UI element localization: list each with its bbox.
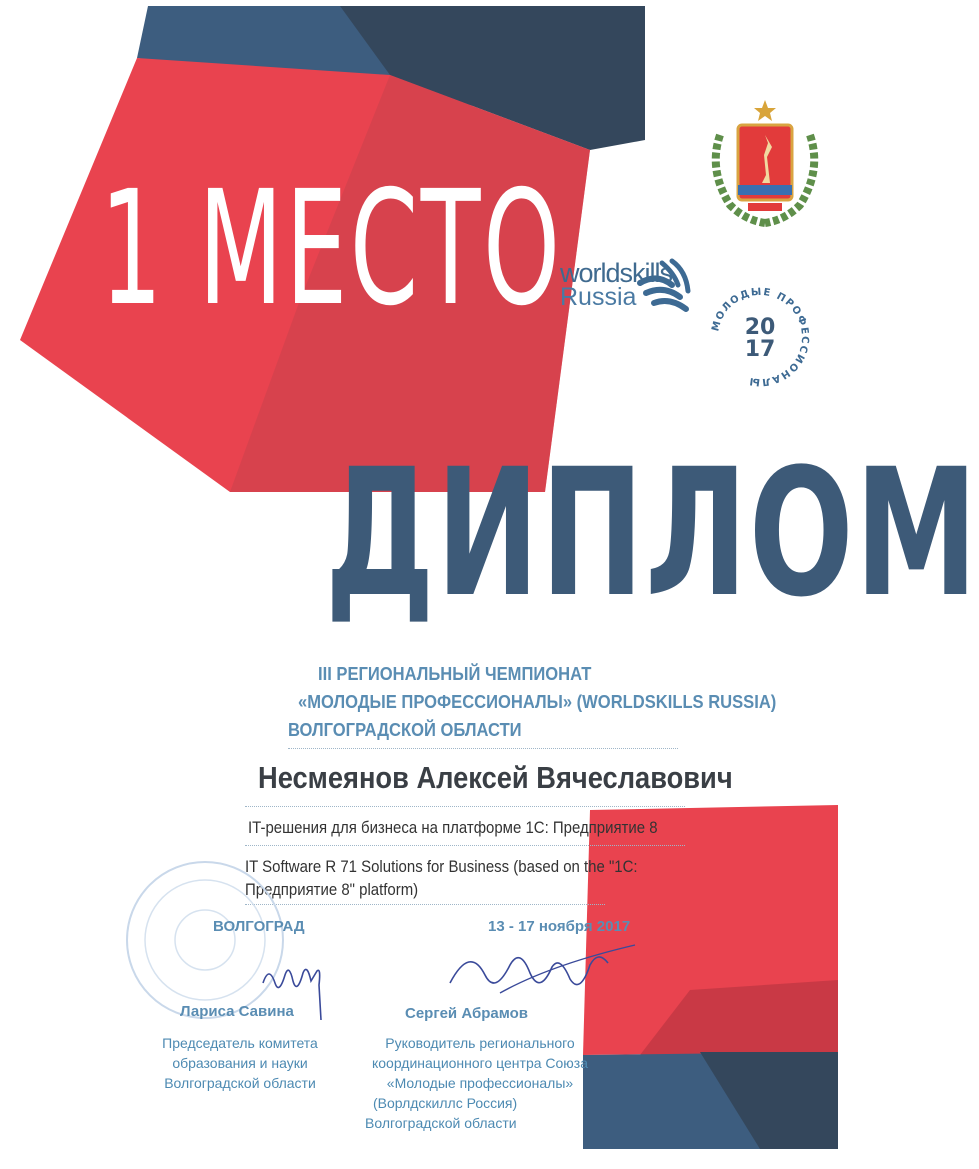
young-professionals-badge: [705, 282, 815, 392]
competency-en-line-1: IT Software R 71 Solutions for Business (based on the "1С:: [245, 857, 638, 876]
worldskills-wordmark: worldskills: [560, 258, 673, 288]
right-role-line: «Молодые профессионалы»: [386, 1075, 574, 1091]
worldskills-country: Russia: [560, 283, 637, 311]
badge-ring-text: МОЛОДЫЕ ПРОФЕССИОНАЛЫ: [710, 286, 811, 388]
diploma-title: ДИПЛОМ: [325, 431, 979, 636]
left-role-line: Председатель комитета: [162, 1035, 318, 1051]
left-signer-name: Лариса Савина: [180, 1003, 294, 1020]
place-title: 1 МЕСТО: [100, 157, 563, 341]
right-signer-name: Сергей Абрамов: [405, 1005, 529, 1022]
left-signer-role: [150, 1033, 330, 1093]
right-role-line: координационного центра Союза: [371, 1055, 589, 1071]
dotted-divider: [245, 806, 685, 807]
signature-right: [440, 935, 640, 1015]
competency-en-line-2: Предприятие 8" platform): [245, 880, 419, 899]
badge-year-bottom: 17: [744, 337, 776, 362]
championship-line-1: III РЕГИОНАЛЬНЫЙ ЧЕМПИОНАТ: [318, 664, 592, 684]
badge-year-top: 20: [744, 315, 776, 340]
championship-line-3: ВОЛГОГРАДСКОЙ ОБЛАСТИ: [288, 720, 522, 740]
right-signer-role: [365, 1033, 595, 1133]
right-role-line: Руководитель регионального: [385, 1035, 575, 1051]
event-city: ВОЛГОГРАД: [213, 918, 305, 935]
recipient-name: Несмеянов Алексей Вячеславович: [258, 760, 733, 795]
event-dates: 13 - 17 ноября 2017: [488, 918, 631, 935]
left-role-line: Волгоградской области: [164, 1075, 316, 1091]
right-role-line: (Ворлдскиллс Россия): [373, 1095, 518, 1111]
coat-of-arms-icon: [700, 95, 830, 230]
left-role-line: образования и науки: [172, 1055, 308, 1071]
dotted-divider: [245, 845, 685, 846]
right-role-line: Волгоградской области: [365, 1115, 517, 1131]
dotted-divider: [245, 904, 605, 905]
worldskills-logo: [560, 258, 700, 312]
dotted-divider: [288, 748, 678, 749]
competency-ru: IT-решения для бизнеса на платформе 1С: Предприятие 8: [248, 818, 658, 837]
championship-line-2: «МОЛОДЫЕ ПРОФЕССИОНАЛЫ» (WORLDSKILLS RUSSIA): [298, 692, 777, 712]
